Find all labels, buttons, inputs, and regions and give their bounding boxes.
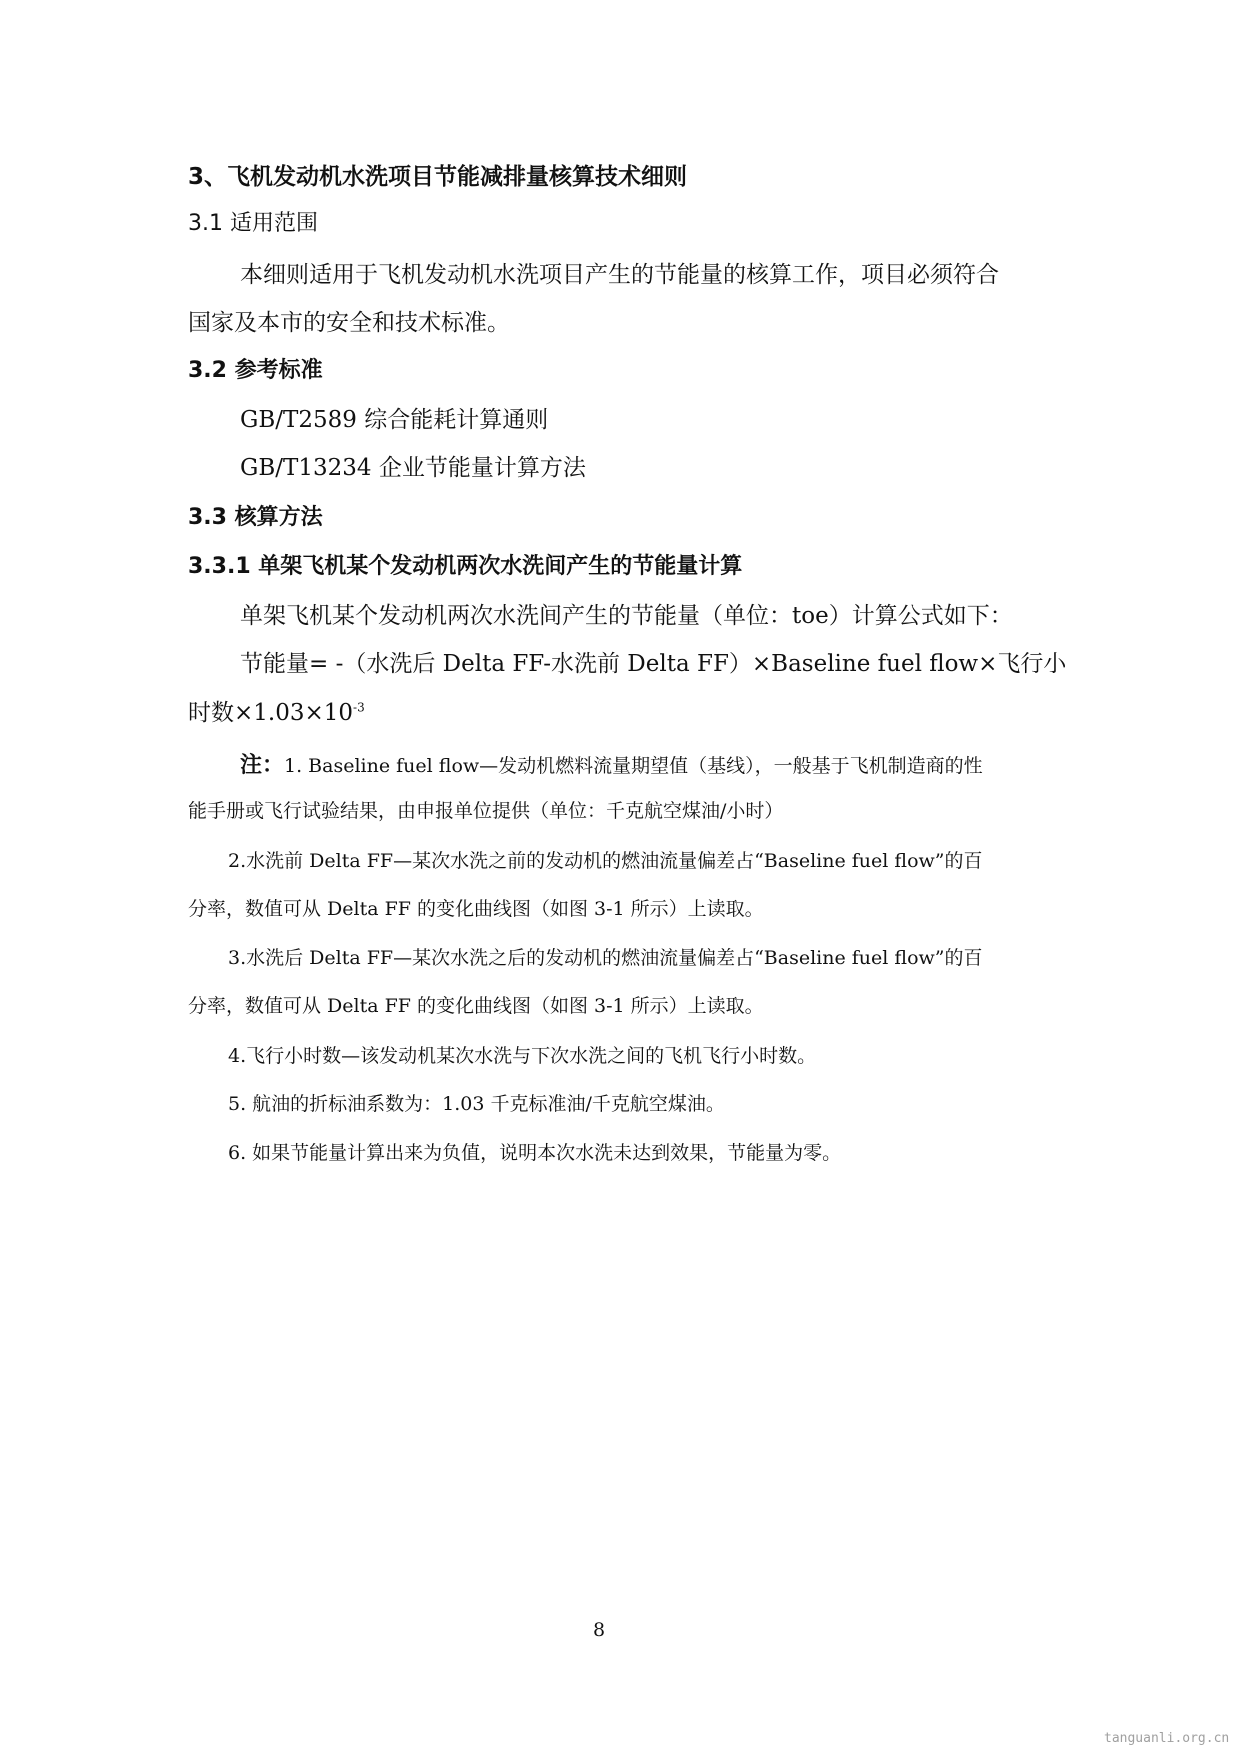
note-5: 5. 航油的折标油系数为：1.03 千克标准油/千克航空煤油。 bbox=[228, 1093, 725, 1115]
section-title: 3、飞机发动机水洗项目节能减排量核算技术细则 bbox=[188, 164, 688, 190]
note-3-line-1: 3.水洗后 Delta FF—某次水洗之后的发动机的燃油流量偏差占“Baseline fuel flow”的百 bbox=[228, 947, 983, 969]
formula-exponent: -3 bbox=[353, 700, 365, 715]
page-number: 8 bbox=[593, 1619, 606, 1641]
note-2-line-1: 2.水洗前 Delta FF—某次水洗之前的发动机的燃油流量偏差占“Baseline fuel flow”的百 bbox=[228, 850, 983, 872]
note-label: 注： bbox=[240, 752, 285, 778]
note-6: 6. 如果节能量计算出来为负值，说明本次水洗未达到效果，节能量为零。 bbox=[228, 1142, 842, 1164]
note-2-line-2: 分率，数值可从 Delta FF 的变化曲线图（如图 3-1 所示）上读取。 bbox=[188, 898, 764, 920]
scope-paragraph-line-2: 国家及本市的安全和技术标准。 bbox=[188, 310, 510, 336]
formula-line-2 bbox=[188, 702, 365, 725]
subsection-3-3-1-title: 3.3.1 单架飞机某个发动机两次水洗间产生的节能量计算 bbox=[188, 554, 743, 579]
formula-line-2-main: 时数×1.03×10 bbox=[188, 700, 354, 726]
formula-intro: 单架飞机某个发动机两次水洗间产生的节能量（单位：toe）计算公式如下： bbox=[240, 603, 1013, 629]
note-4: 4.飞行小时数—该发动机某次水洗与下次水洗之间的飞机飞行小时数。 bbox=[228, 1045, 817, 1067]
subsection-3-2-title: 3.2 参考标准 bbox=[188, 358, 323, 383]
subsection-3-1-title: 3.1 适用范围 bbox=[188, 211, 318, 236]
reference-standard-1: GB/T2589 综合能耗计算通则 bbox=[240, 407, 549, 433]
subsection-3-3-title: 3.3 核算方法 bbox=[188, 505, 323, 530]
scope-paragraph-line-1: 本细则适用于飞机发动机水洗项目产生的节能量的核算工作，项目必须符合 bbox=[240, 262, 999, 288]
note-3-line-2: 分率，数值可从 Delta FF 的变化曲线图（如图 3-1 所示）上读取。 bbox=[188, 995, 764, 1017]
reference-standard-2: GB/T13234 企业节能量计算方法 bbox=[240, 455, 586, 481]
watermark: tanguanli.org.cn bbox=[1104, 1731, 1230, 1746]
note-1-line-1 bbox=[240, 754, 983, 776]
note-1-text: 1. Baseline fuel flow—发动机燃料流量期望值（基线），一般基于飞机制造商的性 bbox=[284, 755, 983, 777]
formula-line-1: 节能量= -（水洗后 Delta FF-水洗前 Delta FF）×Baseline fuel flow×飞行小 bbox=[240, 651, 1067, 677]
note-1-line-2: 能手册或飞行试验结果，由申报单位提供（单位：千克航空煤油/小时） bbox=[188, 800, 784, 822]
